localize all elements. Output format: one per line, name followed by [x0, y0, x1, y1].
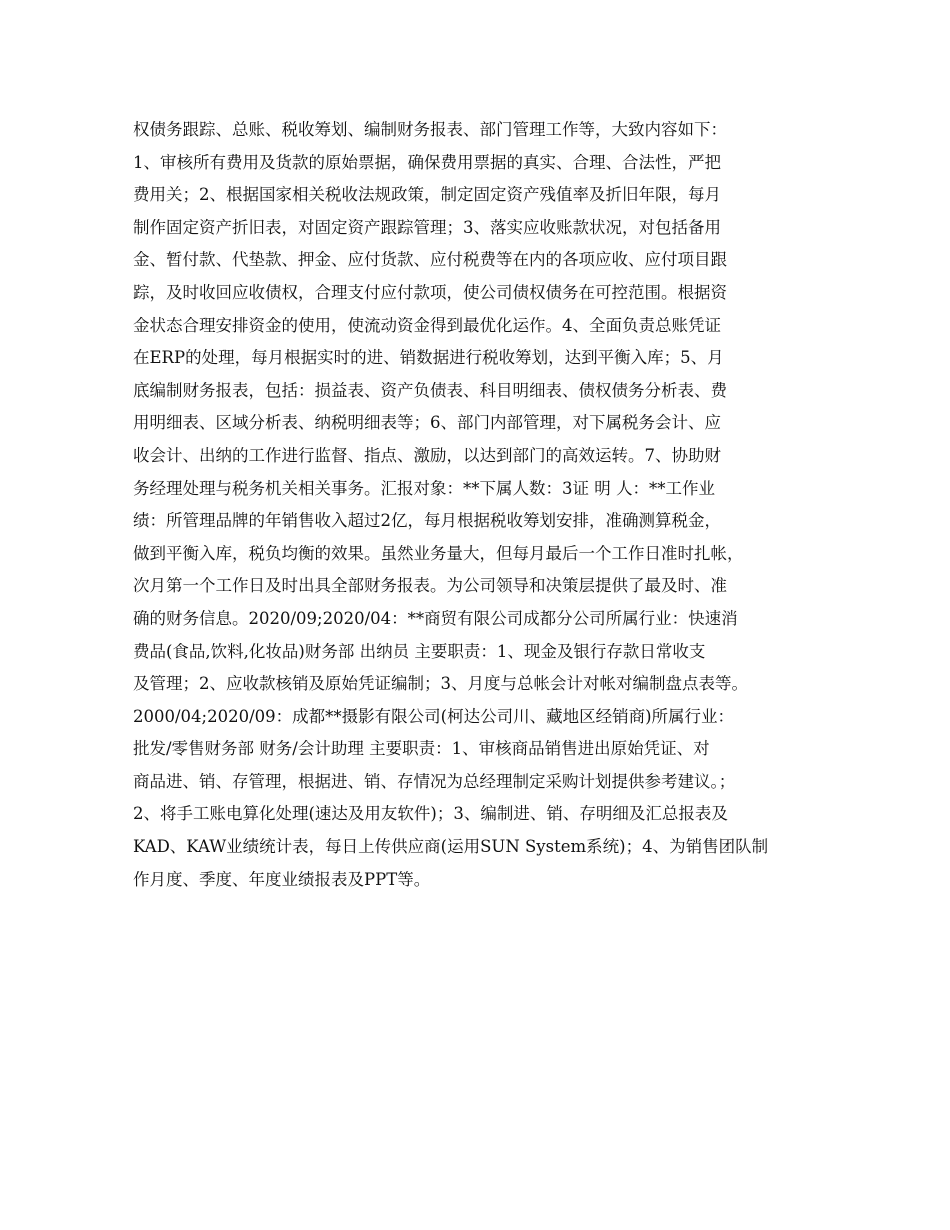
- text-line: 在ERP的处理，每月根据实时的进、销数据进行税收筹划，达到平衡入库；5、月: [133, 348, 724, 368]
- text-line: 收会计、出纳的工作进行监督、指点、激励，以达到部门的高效运转。7、协助财: [133, 445, 721, 465]
- text-line: 做到平衡入库，税负均衡的效果。虽然业务量大，但每月最后一个工作日准时扎帐，: [133, 543, 744, 563]
- text-line: 权债务跟踪、总账、税收筹划、编制财务报表、部门管理工作等，大致内容如下：: [133, 120, 727, 139]
- text-line: 务经理处理与税务机关相关事务。汇报对象：**下属人数：3证 明 人：**工作业: [133, 478, 715, 498]
- text-line: 制作固定资产折旧表，对固定资产跟踪管理；3、落实应收账款状况，对包括备用: [133, 217, 721, 237]
- text-line: 费品(食品,饮料,化妆品)财务部 出纳员 主要职责：1、现金及银行存款日常收支: [133, 641, 706, 661]
- text-line: 2000/04;2020/09：成都**摄影有限公司(柯达公司川、藏地区经销商)所属行业：: [133, 706, 735, 726]
- text-line: 商品进、销、存管理，根据进、销、存情况为总经理制定采购计划提供参考建议。；: [133, 771, 736, 791]
- text-line: 2、将手工账电算化处理(速达及用友软件)；3、编制进、销、存明细及汇总报表及: [133, 804, 728, 824]
- document-body: [133, 114, 833, 896]
- text-line: 确的财务信息。2020/09;2020/04：**商贸有限公司成都分公司所属行业：快速消: [133, 608, 738, 628]
- text-line: 绩：所管理品牌的年销售收入超过2亿，每月根据税收筹划安排，准确测算税金，: [133, 511, 721, 531]
- text-line: 批发/零售财务部 财务/会计助理 主要职责：1、审核商品销售进出原始凭证、对: [133, 739, 710, 759]
- text-line: 次月第一个工作日及时出具全部财务报表。为公司领导和决策层提供了最及时、准: [133, 576, 727, 596]
- text-line: 金、暂付款、代垫款、押金、应付货款、应付税费等在内的各项应收、应付项目跟: [133, 250, 727, 270]
- text-line: 及管理；2、应收款核销及原始凭证编制；3、月度与总帐会计对帐对编制盘点表等。: [133, 674, 748, 694]
- text-line: 费用关；2、根据国家相关税收法规政策，制定固定资产残值率及折旧年限，每月: [133, 185, 721, 205]
- text-line: 1、审核所有费用及货款的原始票据，确保费用票据的真实、合理、合法性，严把: [133, 152, 721, 172]
- text-line: 踪，及时收回应收债权，合理支付应付款项，使公司债权债务在可控范围。根据资: [133, 282, 727, 302]
- text-line: 作月度、季度、年度业绩报表及PPT等。: [133, 869, 431, 889]
- text-line: 金状态合理安排资金的使用，使流动资金得到最优化运作。4、全面负责总账凭证: [133, 315, 721, 335]
- text-line: 用明细表、区域分析表、纳税明细表等；6、部门内部管理，对下属税务会计、应: [133, 413, 721, 433]
- text-line: KAD、KAW业绩统计表，每日上传供应商(运用SUN System系统)；4、为销售团队制: [133, 837, 769, 857]
- text-line: 底编制财务报表，包括：损益表、资产负债表、科目明细表、债权债务分析表、费: [133, 380, 727, 400]
